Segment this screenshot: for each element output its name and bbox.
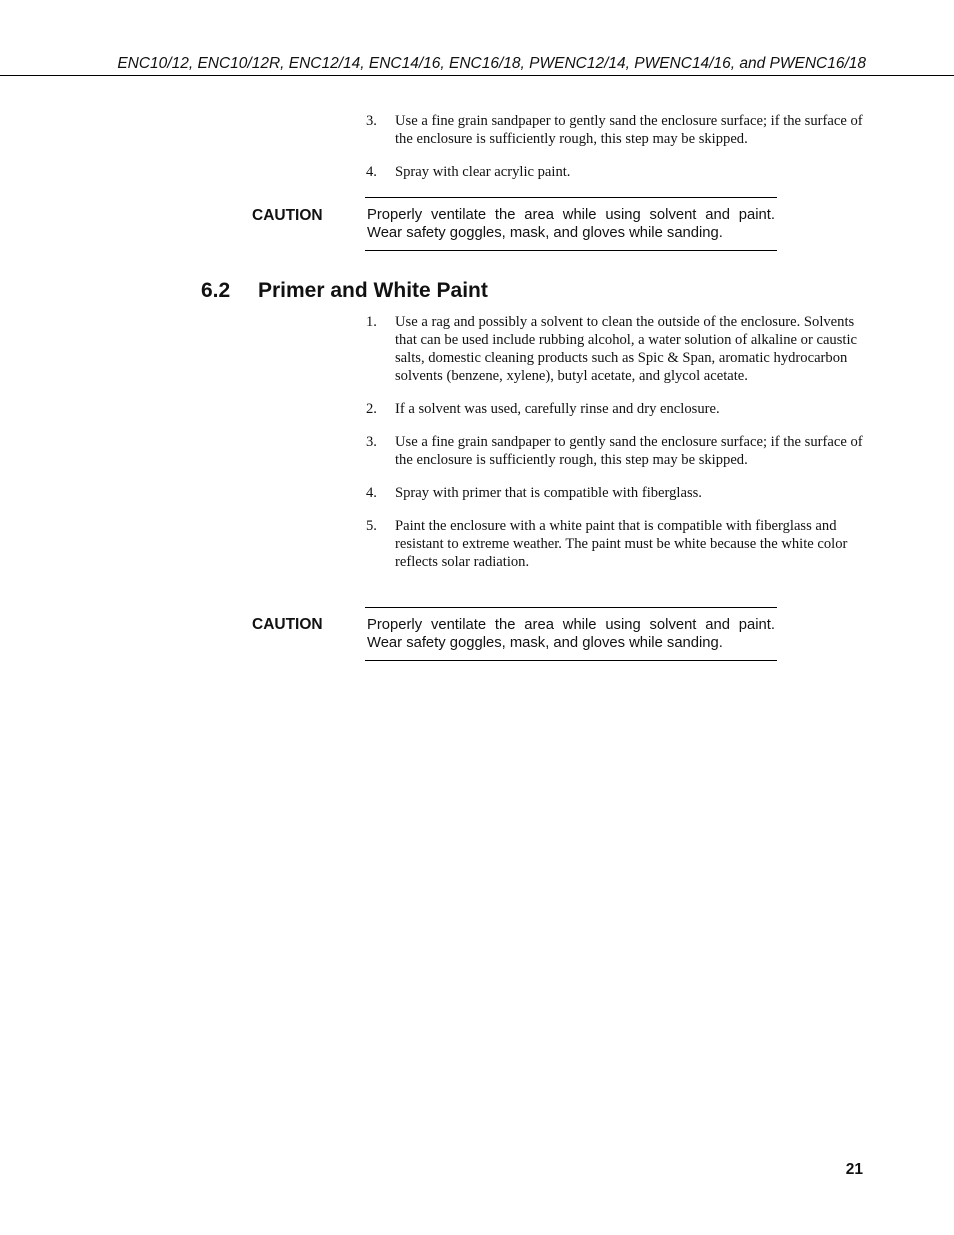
step-number: 1. xyxy=(366,314,377,330)
caution-label: CAUTION xyxy=(252,207,323,224)
list-item xyxy=(366,484,866,502)
step-number: 3. xyxy=(366,434,377,450)
caution-box: Properly ventilate the area while using solvent and paint. Wear safety goggles, mask, and gloves while sanding. xyxy=(365,197,777,251)
list-item xyxy=(366,400,866,418)
list-item xyxy=(366,433,866,469)
list-item xyxy=(366,112,866,148)
step-number: 5. xyxy=(366,518,377,534)
section-heading xyxy=(201,279,488,303)
section-title: Primer and White Paint xyxy=(258,279,488,302)
running-header: ENC10/12, ENC10/12R, ENC12/14, ENC14/16, ENC16/18, PWENC12/14, PWENC14/16, and PWENC16/18 xyxy=(117,55,866,72)
page-number: 21 xyxy=(845,1161,863,1178)
step-text: Paint the enclosure with a white paint that is compatible with fiberglass and resistant to extreme weather. The paint must be white because the white color reflects solar radiation. xyxy=(395,518,848,570)
section-number: 6.2 xyxy=(201,279,231,302)
step-number: 2. xyxy=(366,401,377,417)
step-number: 4. xyxy=(366,164,377,180)
caution-box: Properly ventilate the area while using solvent and paint. Wear safety goggles, mask, and gloves while sanding. xyxy=(365,607,777,661)
top-steps-list xyxy=(366,112,866,196)
list-item xyxy=(366,163,866,181)
step-text: Use a fine grain sandpaper to gently sand the enclosure surface; if the surface of the enclosure is sufficiently rough, this step may be skipped. xyxy=(395,434,863,468)
list-item xyxy=(366,517,866,571)
step-text: If a solvent was used, carefully rinse and dry enclosure. xyxy=(395,401,720,417)
step-text: Use a rag and possibly a solvent to clean the outside of the enclosure. Solvents that can be used include rubbing alcohol, a water solution of alkaline or caustic salts, domestic cleaning products such as Spic & Span, aromatic hydrocarbon solvents (benzene, xylene), butyl acetate, and glycol acetate. xyxy=(395,314,857,384)
caution-label: CAUTION xyxy=(252,616,323,633)
step-text: Spray with clear acrylic paint. xyxy=(395,164,571,180)
step-number: 3. xyxy=(366,113,377,129)
list-item xyxy=(366,313,866,385)
section-steps-list xyxy=(366,313,866,586)
header-divider xyxy=(0,75,954,76)
step-text: Use a fine grain sandpaper to gently sand the enclosure surface; if the surface of the enclosure is sufficiently rough, this step may be skipped. xyxy=(395,113,863,147)
step-number: 4. xyxy=(366,485,377,501)
step-text: Spray with primer that is compatible with fiberglass. xyxy=(395,485,702,501)
